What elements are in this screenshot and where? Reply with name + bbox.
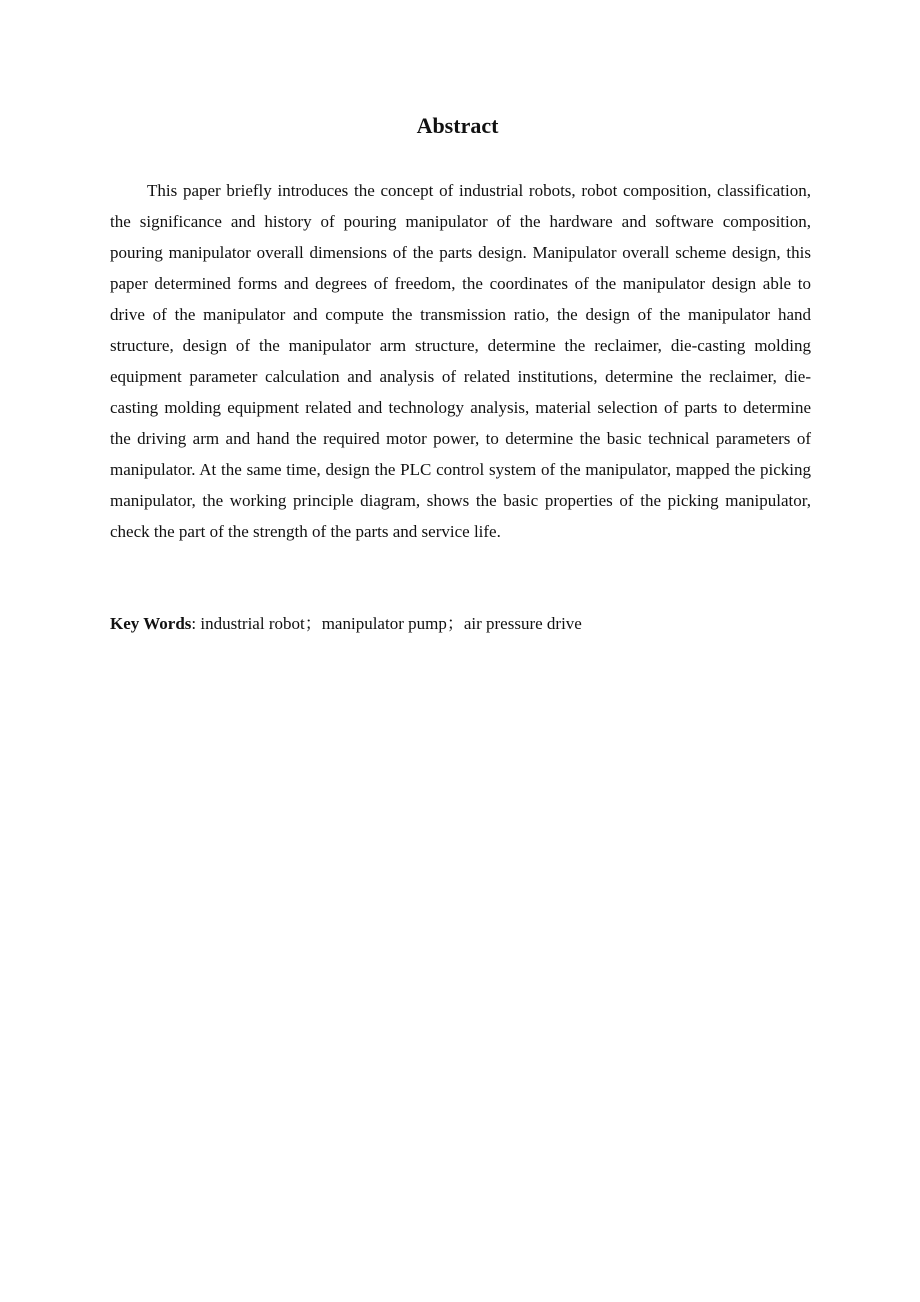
abstract-body: This paper briefly introduces the concept of industrial robots, robot composition, classification, the significance and history of pouring manipulator of the hardware and software composition, pouring manipulator overall dimensions of the parts design. Manipulator overall scheme design, this paper determined forms and degrees of freedom, the coordinates of the manipulator design able to drive of the manipulator and compute the transmission ratio, the design of the manipulator hand structure, design of the manipulator arm structure, determine the reclaimer, die-casting molding equipment parameter calculation and analysis of related institutions, determine the reclaimer, die-casting molding equipment related and technology analysis, material selection of parts to determine the driving arm and hand the required motor power, to determine the basic technical parameters of manipulator. At the same time, design the PLC control system of the manipulator, mapped the picking manipulator, the working principle diagram, shows the basic properties of the picking manipulator, check the part of the strength of the parts and service life. bbox=[110, 181, 811, 541]
keywords-text: : industrial robot；manipulator pump；air pressure drive bbox=[191, 614, 582, 633]
abstract-title: Abstract bbox=[416, 113, 499, 138]
keywords-line bbox=[110, 608, 811, 639]
keywords-label: Key Words bbox=[110, 614, 192, 633]
